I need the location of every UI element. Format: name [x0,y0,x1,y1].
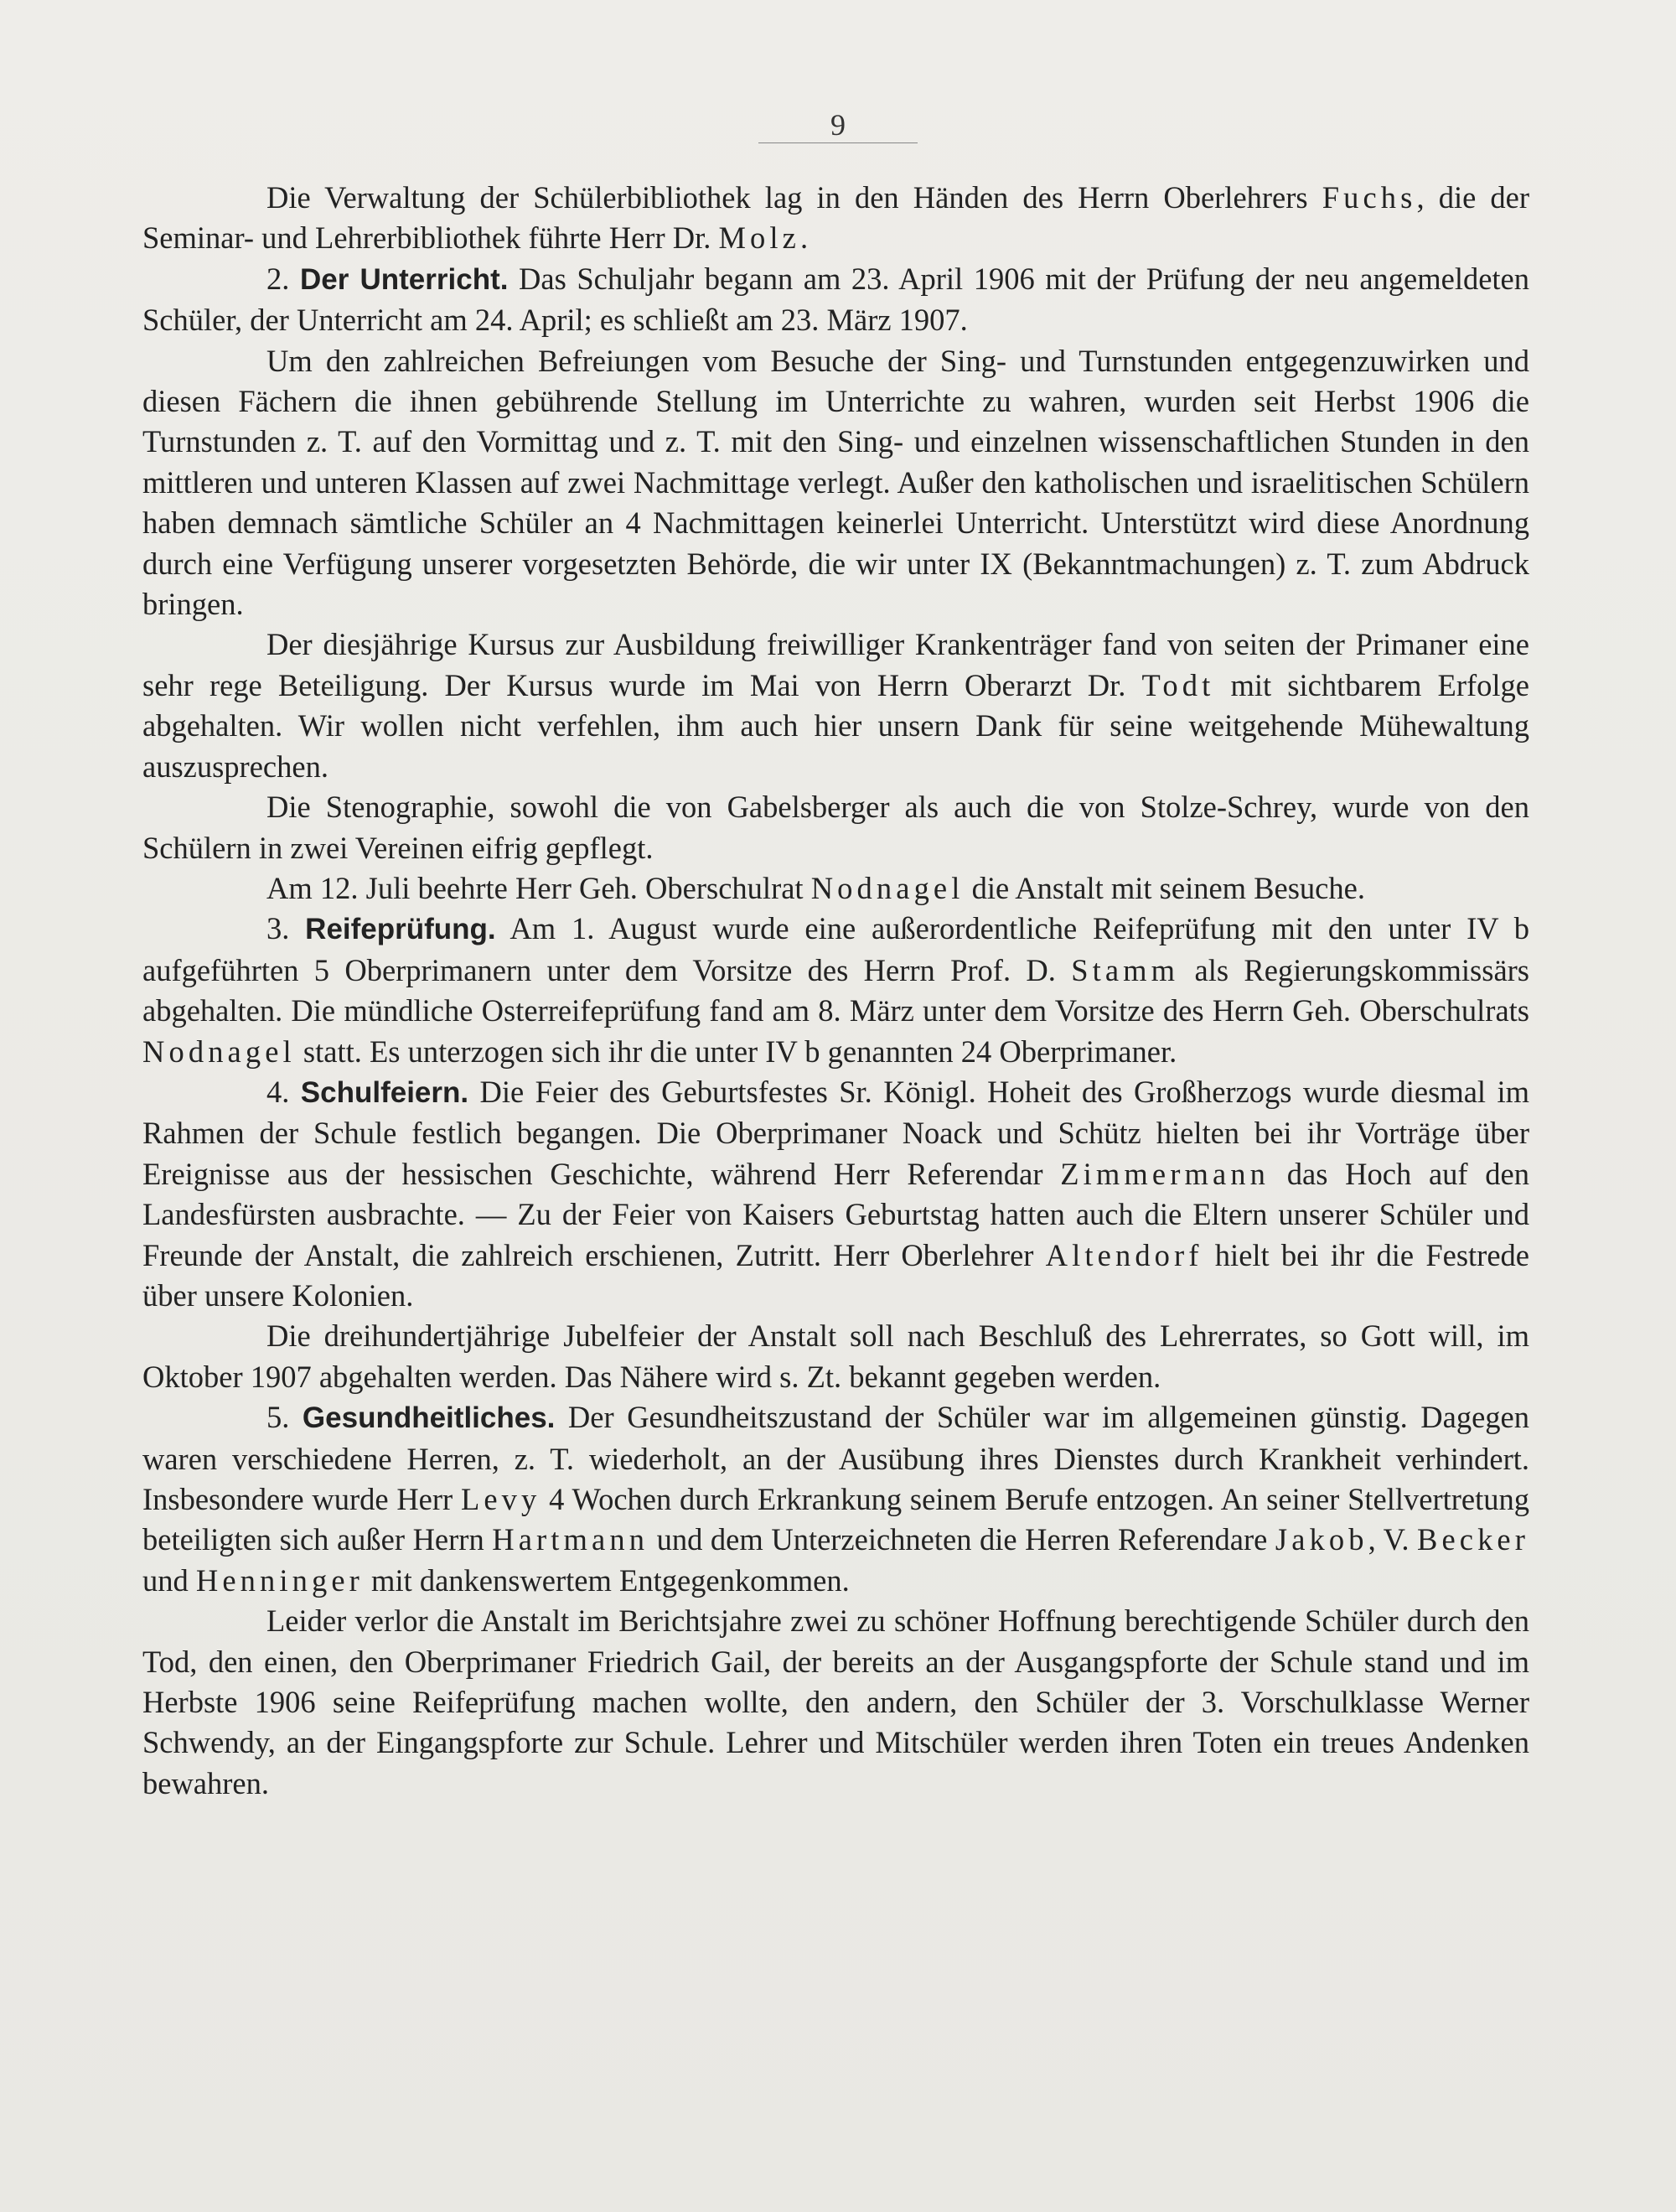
paragraph-obituary: Leider verlor die Anstalt im Berichtsjahre zwei zu schöner Hoffnung berechtigende Schüler durch den Tod, den einen, den Oberprimaner Friedrich Gail, der bereits an der Ausgangspforte der Schule stand und im Herbste 1906 seine Reifeprüfung machen wollte, den andern, den Schüler der 3. Vorschulklasse Werner Schwendy, an der Eingangspforte zur Schule. Lehrer und Mitschüler werden ihren Toten ein treues Andenken bewahren. [142,1603,1529,1800]
body-text [142,178,1529,1804]
paragraph-first-aid-course: Der diesjährige Kursus zur Ausbildung freiwilliger Krankenträger fand von seiten der Primaner eine sehr rege Beteiligung. Der Kursus wurde im Mai von Herrn Oberarzt Dr. Todt mit sichtbarem Erfolge abgehalten. Wir wollen nicht verfehlen, ihm auch hier unsern Dank für seine weitgehende Mühewaltung auszusprechen. [142,627,1529,784]
paragraph-visit: Am 12. Juli beehrte Herr Geh. Oberschulrat Nodnagel die Anstalt mit seinem Besuche. [266,870,1365,905]
paragraph-exemptions: Um den zahlreichen Befreiungen vom Besuche der Sing- und Turnstunden entgegenzuwirken und diesen Fächern die ihnen gebührende Stellung im Unterrichte zu wahren, wurden seit Herbst 1906 die Turnstunden z. T. auf den Vormittag und z. T. mit den Sing- und einzelnen wissenschaftlichen Stunden in den mittleren und unteren Klassen auf zwei Nachmittage verlegt. Außer den katholischen und israelitischen Schülern haben demnach sämtliche Schüler an 4 Nachmittagen keinerlei Unterricht. Unterstützt wird diese Anordnung durch eine Verfügung unserer vorgesetzten Behörde, die wir unter IX (Bekanntmachungen) z. T. zum Abdruck bringen. [142,343,1529,622]
paragraph-library: Die Verwaltung der Schülerbibliothek lag in den Händen des Herrn Oberlehrers Fuchs, die der Seminar- und Lehrerbibliothek führte Herr Dr. Molz. [142,180,1529,256]
section-heading-reifepruefung: Reifeprüfung. [305,913,496,946]
paragraph-school-celebrations: 4. Schulfeiern. Die Feier des Geburtsfestes Sr. Königl. Hoheit des Großherzogs wurde diesmal im Rahmen der Schule festlich begangen. Die Oberprimaner Noack und Schütz hielten bei ihr Vorträge über Ereignisse aus der hessischen Geschichte, während Herr Referendar Zimmermann das Hoch auf den Landesfürsten ausbrachte. — Zu der Feier von Kaisers Geburtstag hatten auch die Eltern unserer Schüler und Freunde der Anstalt, die zahlreich erschienen, Zutritt. Herr Oberlehrer Altendorf hielt bei ihr die Festrede über unsere Kolonien. [142,1074,1529,1313]
section-heading-schulfeiern: Schulfeiern. [300,1075,469,1109]
paragraph-jubilee: Die dreihundertjährige Jubelfeier der Anstalt soll nach Beschluß des Lehrerrates, so Gott will, im Oktober 1907 abgehalten werden. Das Nähere wird s. Zt. bekannt gegeben werden. [142,1318,1529,1394]
paragraph-health: 5. Gesundheitliches. Der Gesundheitszustand der Schüler war im allgemeinen günstig. Dagegen waren verschiedene Herren, z. T. wiederholt, an der Ausübung ihres Dienstes durch Krankheit verhindert. Insbesondere wurde Herr Levy 4 Wochen durch Erkrankung seinem Berufe entzogen. An seiner Stellvertretung beteiligten sich außer Herrn Hartmann und dem Unterzeichneten die Herren Referendare Jakob, V. Becker und Henninger mit dankenswertem Entgegenkommen. [142,1400,1530,1598]
section-heading-unterricht: Der Unterricht. [299,262,509,296]
paragraph-stenography: Die Stenographie, sowohl die von Gabelsberger als auch die von Stolze-Schrey, wurde von den Schülern in zwei Vereinen eifrig gepflegt. [142,790,1529,865]
paragraph-instruction: 2. Der Unterricht. Das Schuljahr begann am 23. April 1906 mit der Prüfung der neu angemeldeten Schüler, der Unterricht am 24. April; es schließt am 23. März 1907. [142,261,1530,338]
paragraph-final-exam: 3. Reifeprüfung. Am 1. August wurde eine außerordentliche Reifeprüfung mit den unter IV b aufgeführten 5 Oberprimanern unter dem Vorsitze des Herrn Prof. D. Stamm als Regierungskommissärs abgehalten. Die mündliche Osterreifeprüfung fand am 8. März unter dem Vorsitze des Herrn Geh. Oberschulrats Nodnagel statt. Es unterzogen sich ihr die unter IV b genannten 24 Oberprimaner. [142,911,1530,1069]
section-heading-gesundheitliches: Gesundheitliches. [302,1401,556,1435]
page-number-rule [758,142,918,143]
page-number: 9 [830,108,846,142]
